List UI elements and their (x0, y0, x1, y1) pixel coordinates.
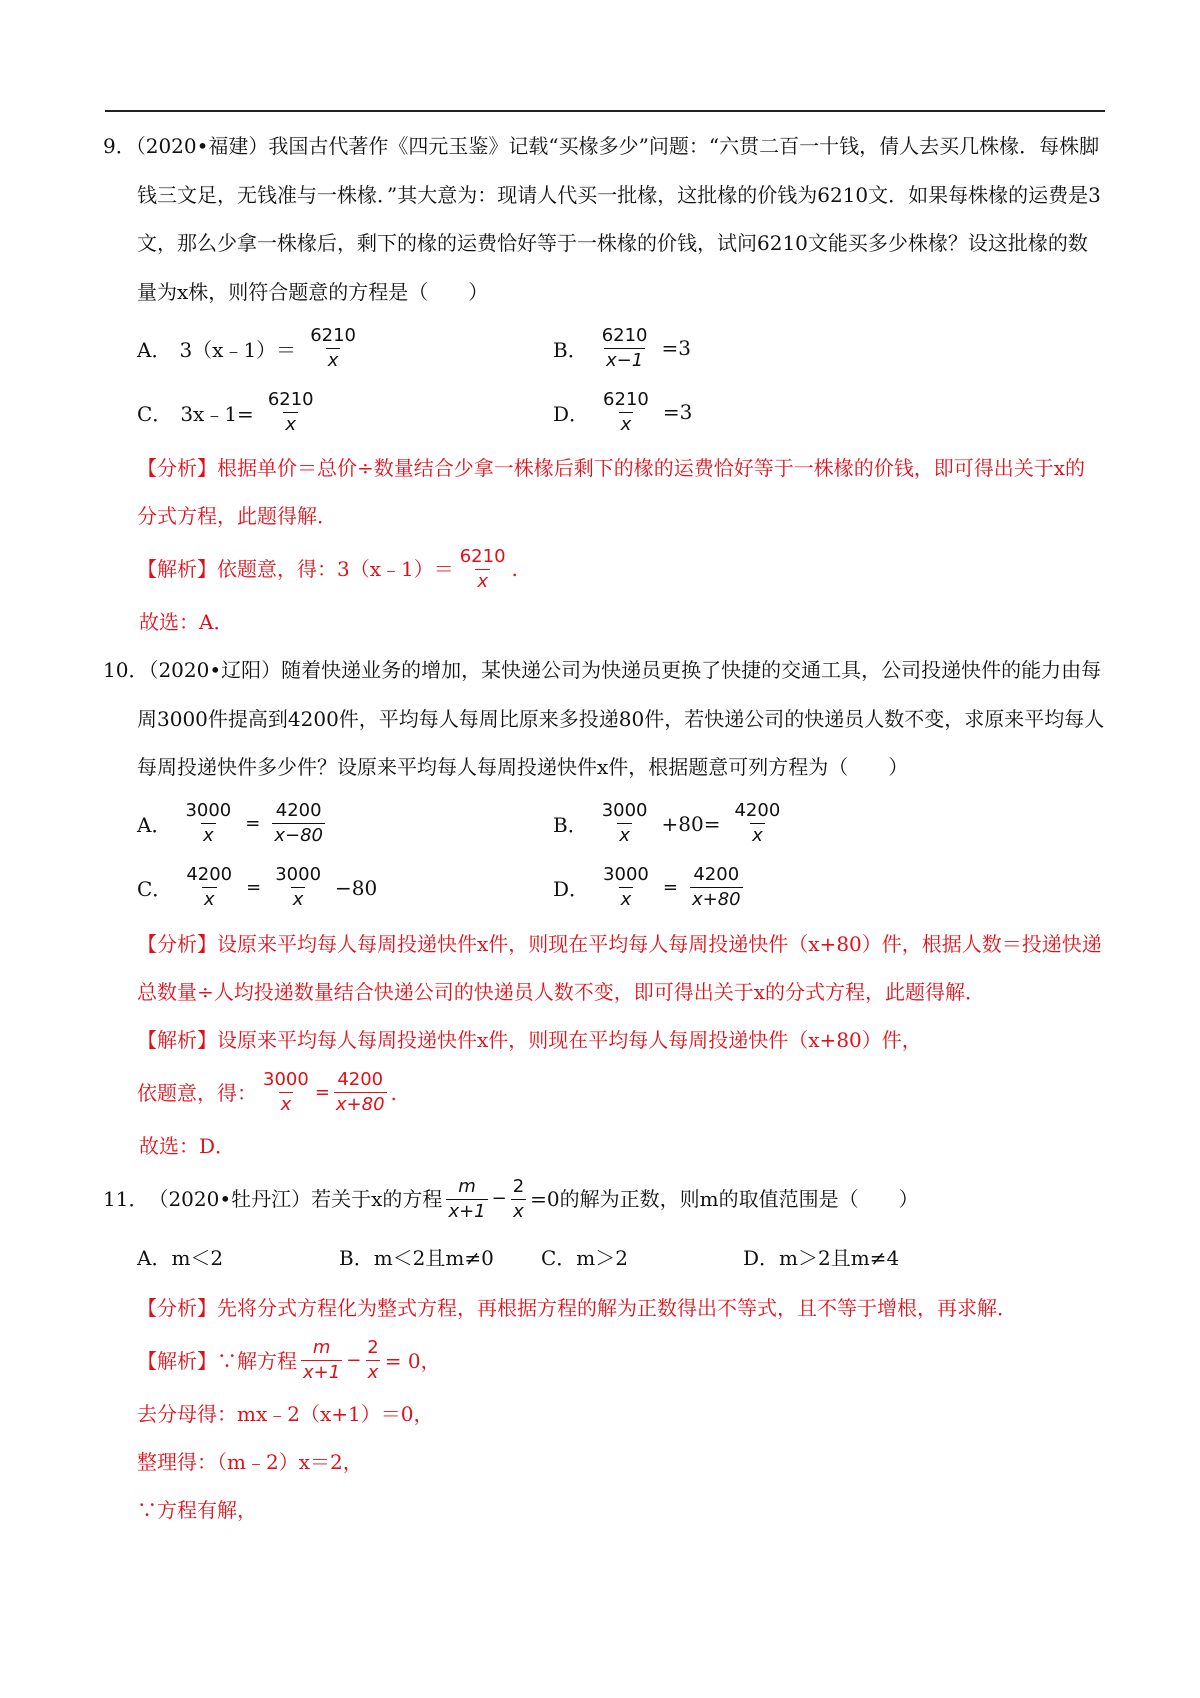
denominator: x (619, 825, 630, 846)
option-text: 3（x﹣1）＝ (179, 337, 297, 362)
fraction (446, 1176, 487, 1223)
equals-sign: = (314, 1081, 330, 1103)
numerator: 2 (512, 1176, 525, 1197)
option-label: A． (137, 337, 172, 362)
denominator: x (203, 889, 215, 910)
option-text: 3x﹣1= (180, 401, 254, 426)
solution-text: 【解析】依题意，得：3（x﹣1）＝ (137, 557, 454, 581)
analysis-text: 【分析】根据单价＝总价÷数量结合少拿一株椽后剩下的椽的运费恰好等于一株椽的价钱，即可得出关于x的分式方程，此题得解． (137, 456, 1086, 528)
numerator: 6210 (267, 388, 314, 410)
denominator: x+80 (335, 1094, 385, 1115)
denominator: x (752, 825, 763, 846)
fraction (458, 546, 508, 593)
options-row (137, 1230, 1105, 1284)
numerator: 6210 (459, 545, 506, 567)
equals-sign: = (246, 877, 262, 898)
fraction (601, 389, 651, 436)
fraction (732, 800, 782, 847)
denominator: x (477, 570, 488, 592)
solution-text: 【解析】设原来平均每人每周投递快件x件，则现在平均每人每周投递快件（x+80）件， (137, 1027, 922, 1052)
document-page (103, 122, 1105, 1534)
minus-sign: − (491, 1188, 507, 1210)
fraction (334, 1069, 387, 1116)
option-d (553, 864, 969, 911)
numerator: 2 (367, 1337, 379, 1358)
fraction (690, 864, 743, 911)
denominator: x+1 (448, 1201, 486, 1222)
option-b: B．m＜2且m≠0 (339, 1246, 494, 1270)
option-label: A． (137, 813, 172, 837)
option-label: D． (553, 877, 590, 901)
solution-text: = 0， (384, 1348, 441, 1373)
question-9-stem (103, 122, 1105, 316)
denominator: x (620, 413, 632, 435)
solution-line (137, 1064, 1105, 1122)
option-label: B． (553, 813, 588, 837)
solution-text: . (390, 1080, 397, 1105)
denominator: x+1 (303, 1362, 341, 1383)
minus-sign: − (346, 1349, 362, 1371)
numerator: 6210 (310, 324, 356, 346)
numerator: m (458, 1176, 476, 1197)
equals-sign: = (245, 813, 261, 834)
solution-text: . (511, 557, 518, 581)
fraction (184, 864, 234, 911)
options-row (137, 856, 1105, 920)
solution-text: 依题意，得： (137, 1080, 257, 1105)
numerator: 3000 (601, 800, 648, 821)
fraction (301, 1337, 342, 1384)
fraction (273, 864, 323, 911)
denominator: x (203, 825, 214, 846)
fraction (261, 1069, 311, 1116)
option-b (553, 800, 969, 847)
numerator: 6210 (601, 324, 648, 346)
numerator: 3000 (263, 1069, 309, 1090)
answer-text: 故选：D． (139, 1133, 236, 1158)
answer-text: 故选：A． (139, 610, 234, 634)
numerator: 6210 (603, 388, 649, 410)
option-c (137, 864, 553, 911)
question-text: =0的解为正数，则m的取值范围是（ ） (530, 1187, 919, 1212)
numerator: 4200 (275, 800, 322, 821)
denominator: x (327, 349, 339, 371)
option-a: A．m＜2 (137, 1246, 224, 1270)
denominator: x (292, 889, 304, 910)
equals-sign: = (662, 877, 678, 898)
fraction (272, 800, 325, 847)
solution-text: 【解析】∵解方程 (137, 1348, 297, 1373)
question-text: （2020•福建）我国古代著作《四元玉鉴》记载“买椽多少”问题：“六贯二百一十钱，倩人去买几株椽．每株脚钱三文足，无钱准与一株椽．”其大意为：现请人代买一批椽，这批椽的价钱为6210文．如果每株椽的运费是3文，那么少拿一株椽后，剩下的椽的运费恰好等于一株椽的价钱，试问6210文能买多少株椽？设这批椽的数量为x株，则符合题意的方程是（ ） (135, 134, 1101, 304)
numerator: 4200 (337, 1069, 384, 1090)
option-b (553, 325, 969, 372)
analysis-text: 【分析】先将分式方程化为整式方程，再根据方程的解为正数得出不等式，且不等于增根，再求解． (137, 1295, 1017, 1320)
numerator: 3000 (603, 864, 649, 885)
option-text: −80 (335, 875, 378, 900)
fraction (183, 800, 233, 847)
fraction (308, 325, 358, 372)
option-text: =3 (662, 400, 693, 424)
denominator: x (285, 413, 297, 435)
denominator: x (513, 1201, 524, 1222)
solution-line (137, 540, 1105, 598)
option-text: =3 (661, 336, 691, 360)
denominator: x (367, 1362, 379, 1383)
fraction (600, 800, 650, 847)
solution-step: 整理得：（m﹣2）x＝2， (137, 1449, 363, 1474)
options-row (137, 380, 1105, 444)
solution-step: 去分母得：mx﹣2（x+1）＝0， (137, 1401, 434, 1426)
solution-line (137, 1332, 1105, 1390)
options-row (137, 792, 1105, 856)
fraction (600, 325, 650, 372)
question-number: 9． (103, 134, 136, 158)
option-a (137, 325, 553, 372)
fraction (365, 1337, 380, 1384)
option-c (137, 389, 553, 436)
question-10-stem (103, 646, 1105, 792)
numerator: 4200 (186, 864, 233, 885)
option-a (137, 800, 553, 847)
question-text: （2020•牡丹江）若关于x的方程 (148, 1187, 443, 1212)
fraction (601, 864, 651, 911)
denominator: x (280, 1094, 292, 1115)
numerator: 4200 (734, 800, 781, 821)
option-c: C．m＞2 (541, 1246, 628, 1270)
fraction (266, 389, 316, 436)
solution-step: ∵方程有解， (137, 1497, 257, 1522)
numerator: 3000 (275, 864, 322, 885)
question-number: 10． (103, 658, 149, 682)
numerator: 3000 (185, 800, 232, 821)
denominator: x−80 (274, 825, 323, 846)
numerator: m (312, 1337, 331, 1358)
option-label: D． (553, 401, 590, 426)
numerator: 4200 (693, 864, 740, 885)
denominator: x (620, 889, 632, 910)
analysis-text: 【分析】设原来平均每人每周投递快件x件，则现在平均每人每周投递快件（x+80）件，根据人数＝投递快递总数量÷人均投递数量结合快递公司的快递员人数不变，即可得出关于x的分式方程，此题得解． (137, 931, 1102, 1004)
question-number: 11． (103, 1187, 149, 1212)
option-d: D．m＞2且m≠4 (743, 1246, 900, 1270)
options-row (137, 316, 1105, 380)
denominator: x+80 (691, 889, 741, 910)
denominator: x−1 (606, 349, 644, 371)
option-label: B． (553, 337, 588, 362)
header-rule (105, 110, 1105, 112)
fraction (511, 1176, 526, 1223)
option-d (553, 389, 969, 436)
question-11-stem (103, 1170, 1105, 1230)
option-label: C． (137, 877, 173, 901)
option-text: +80= (661, 811, 721, 836)
option-label: C． (137, 401, 173, 426)
question-text: （2020•辽阳）随着快递业务的增加，某快递公司为快递员更换了快捷的交通工具，公司投递快件的能力由每周3000件提高到4200件，平均每人每周比原来多投递80件，若快递公司的快递员人数不变，求原来平均每人每周投递快件多少件？设原来平均每人每周投递快件x件，根据题意可列方程为（ ） (137, 658, 1105, 779)
